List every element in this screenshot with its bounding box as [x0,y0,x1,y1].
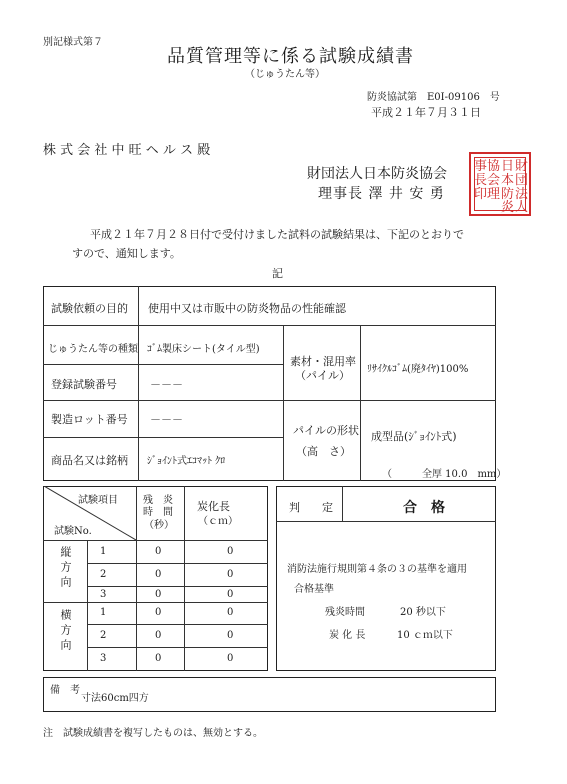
row-afterflame: 0 [155,546,162,557]
judgement-label: 判 定 [289,501,333,514]
ki-label: 記 [272,267,283,280]
issue-date: 平成２１年７月３１日 [371,106,481,119]
footnote: 注 試験成績書を複写したものは、無効とする。 [43,728,263,739]
registration-label: 登録試験番号 [51,378,117,391]
purpose-label: 試験依頼の目的 [51,302,128,315]
recipient: 株 式 会 社 中 旺 ヘ ル ス 殿 [43,143,211,158]
row-afterflame: 0 [155,589,162,600]
product-value: ｼﾞｮｲﾝﾄ式ｴｺﾏｯﾄ ｸﾛ [147,456,226,467]
product-label: 商品名又は銘柄 [51,454,128,467]
body-text-line1: 平成２１年７月２８日付で受付けました試料の試験結果は、下記のとおりで [90,228,464,241]
row-afterflame: 0 [155,653,162,664]
official-seal-stamp: 財 団 法 人 日 本 防 炎 協 会 理 事 長 印 [469,152,531,216]
pile-height-value: （ 全厚 10.0 mm） [382,469,507,480]
pile-shape-value: 成型品(ｼﾞｮｲﾝﾄ式) [371,430,457,443]
row-char: 0 [227,630,234,641]
lot-label: 製造ロット番号 [51,413,128,426]
row-no: 2 [100,630,107,641]
no-header: 試験No. [54,526,92,537]
issuer-name: 理事長 澤 井 安 勇 [318,186,445,202]
material-label-sub: （パイル） [295,369,350,382]
document-title: 品質管理等に係る試験成績書 [167,46,414,67]
row-char: 0 [227,589,234,600]
row-no: 1 [100,546,107,557]
row-afterflame: 0 [155,569,162,580]
afterflame-header-3: （秒） [144,520,174,531]
row-char: 0 [227,569,234,580]
lot-value: －－－ [150,413,183,426]
material-value: ﾘｻｲｸﾙｺﾞﾑ(廃ﾀｲﾔ)100% [367,364,469,375]
issuer-organization: 財団法人日本防炎協会 [307,166,447,182]
pile-height-label: （高 さ） [296,445,351,458]
purpose-value: 使用中又は市販中の防炎物品の性能確認 [148,302,346,315]
group-horizontal-direction: 横方向 [59,609,72,654]
body-text-line2: すので、通知します。 [72,247,181,260]
document-subtitle: （じゅうたん等） [245,69,325,80]
criteria-afterflame-label: 残炎時間 [325,607,365,618]
row-no: 3 [100,589,107,600]
material-label: 素材・混用率 [290,355,356,368]
type-label: じゅうたん等の種類 [48,344,138,355]
char-header-1: 炭化長 [197,500,230,513]
row-afterflame: 0 [155,630,162,641]
criteria-char-label: 炭 化 長 [329,630,366,641]
judgement-result: 合 格 [403,500,445,516]
type-value: ｺﾞﾑ製床シート(タイル型) [147,344,260,355]
form-number: 別記様式第７ [43,37,103,48]
row-char: 0 [227,607,234,618]
pile-shape-label: パイルの形状 [293,424,359,437]
item-header: 試験項目 [78,495,118,506]
judgement-rule: 消防法施行規則第４条の３の基準を適用 [287,564,467,575]
char-header-2: （ｃｍ） [198,516,238,527]
row-no: 2 [100,569,107,580]
row-char: 0 [227,653,234,664]
row-afterflame: 0 [155,607,162,618]
registration-value: －－－ [150,378,183,391]
afterflame-header-1: 残 炎 [143,495,173,506]
row-char: 0 [227,546,234,557]
remarks-label: 備 考 [50,685,80,696]
remarks-value: 寸法60cm四方 [81,693,149,704]
criteria-char-value: 10 ｃｍ以下 [397,630,453,641]
group-vertical-direction: 縦方向 [59,546,72,591]
afterflame-header-2: 時 間 [143,507,173,518]
row-no: 1 [100,607,107,618]
document-number: 防炎協試第 E0I-09106 号 [367,92,500,103]
criteria-afterflame-value: 20 秒以下 [400,607,446,618]
row-no: 3 [100,653,107,664]
criteria-title: 合格基準 [294,584,334,595]
